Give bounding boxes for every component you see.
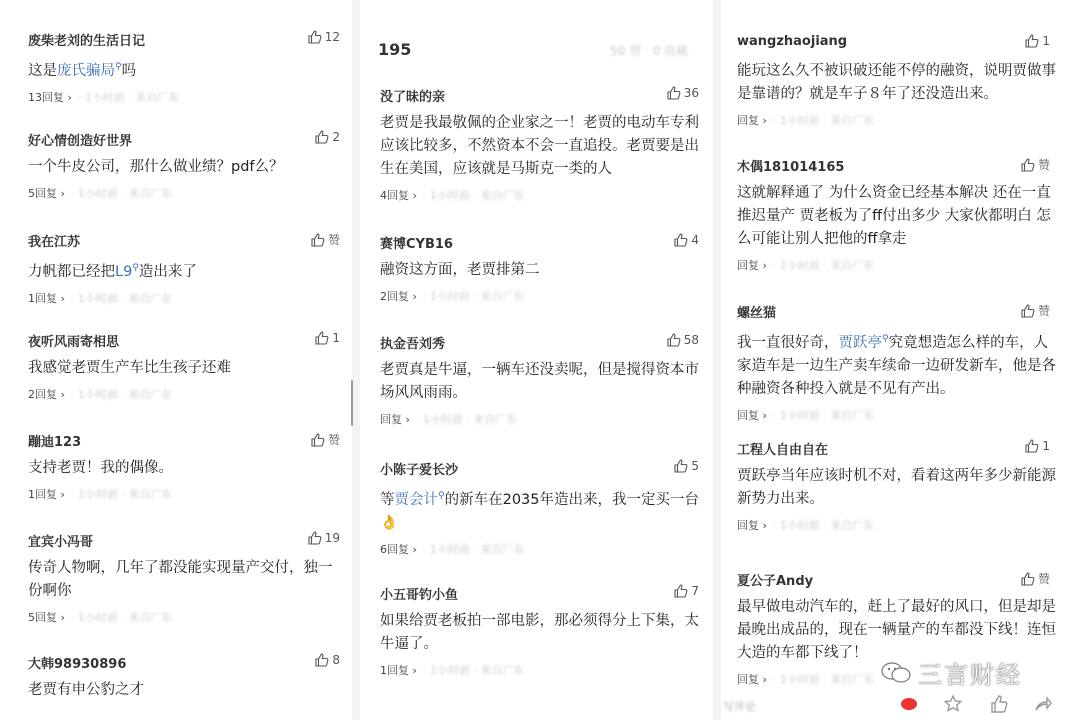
thumbs-up-glyph: [674, 459, 688, 473]
comment-header: [721, 34, 1080, 56]
thumbs-up-icon: [308, 30, 322, 44]
comment-text: [380, 112, 700, 181]
comment-text-segment: 老贾真是牛逼，一辆车还没卖呢，但是搅得资本市场风风雨雨。: [380, 362, 699, 401]
thumbs-up-icon: [1025, 34, 1039, 48]
comment-time-blurred: · 1小时前 · 来自广东: [70, 187, 173, 200]
comment-text-segment: 老贾是我最敬佩的企业家之一！老贾的电动车专利应该比较多，不然资本不会一直追投。老贾要是出生在美国，应该就是马斯克一类的人: [380, 115, 699, 177]
bottom-action-bar: [721, 690, 1080, 720]
like-button[interactable]: [1021, 570, 1050, 587]
thumbs-up-glyph: [311, 433, 325, 447]
thumbs-up-glyph: [1025, 439, 1039, 453]
reply-button[interactable]: 回复 ›: [737, 519, 767, 532]
reply-button[interactable]: 5回复 ›: [28, 187, 65, 200]
reply-button[interactable]: 2回复 ›: [380, 290, 417, 303]
comment-meta: [28, 386, 352, 402]
reply-button[interactable]: 1回复 ›: [28, 488, 65, 501]
like-button[interactable]: [667, 86, 699, 100]
thumbs-up-glyph: [674, 233, 688, 247]
reply-button[interactable]: 回复 ›: [737, 408, 767, 422]
reply-button[interactable]: 1回复 ›: [28, 291, 65, 305]
thumbs-up-icon: [311, 433, 325, 447]
reply-button[interactable]: 4回复 ›: [380, 189, 417, 202]
reply-button[interactable]: 回复 ›: [737, 673, 767, 686]
like-button[interactable]: [311, 231, 340, 248]
comment-text-segment: 造出来了: [138, 263, 197, 280]
comment-meta: [380, 662, 713, 678]
thumbs-up-icon: [1021, 304, 1035, 318]
comment-text-segment: 的新车在2035年造出来，我一定买一台👌: [380, 491, 699, 531]
search-icon: ⚲: [132, 263, 139, 273]
reply-button[interactable]: 6回复 ›: [380, 542, 417, 556]
like-button[interactable]: [1021, 156, 1050, 173]
like-count: 1: [1042, 439, 1050, 453]
comment-meta: [28, 185, 352, 201]
comment-text: [737, 182, 1059, 251]
thumbs-up-glyph: [308, 30, 322, 44]
comment-username[interactable]: 我在江苏: [28, 235, 81, 250]
panel-divider: [713, 0, 721, 720]
like-count: 12: [324, 30, 340, 44]
search-icon: ⚲: [438, 491, 445, 501]
like-count: 赞: [1037, 572, 1050, 586]
thumbs-up-glyph: [667, 333, 681, 347]
comment-meta: [28, 486, 352, 502]
comment-username[interactable]: 小五哥钓小鱼: [380, 588, 459, 603]
comment-header: [360, 86, 713, 108]
comment-time-blurred: · 1小时前 · 来自广东: [70, 291, 173, 305]
comment-text-segment: 支持老贾！我的偶像。: [28, 460, 173, 476]
reply-button[interactable]: 13回复 ›: [28, 90, 72, 104]
like-button[interactable]: [1021, 302, 1050, 319]
comment-header: [360, 333, 713, 355]
reply-button[interactable]: 回复 ›: [737, 259, 767, 272]
comment-text: [737, 328, 1059, 401]
scrollbar[interactable]: [351, 380, 353, 426]
comment-text-segment: 融资这方面，老贾排第二: [380, 262, 540, 278]
comment-header: [0, 653, 352, 675]
comment-username[interactable]: 执金吾刘秀: [380, 337, 446, 352]
comment-text-segment: 吗: [121, 62, 137, 79]
comment-username[interactable]: 工程人自由自在: [737, 443, 829, 458]
comment-meta: [28, 609, 352, 625]
comment-panel-right: [721, 0, 1080, 720]
thumbs-up-glyph: [1025, 34, 1039, 48]
comment-item: [0, 231, 352, 306]
comment-item: [0, 531, 352, 625]
comment-text-segment: 力帆都已经把: [28, 263, 115, 280]
comment-username[interactable]: 木偶181014165: [737, 160, 845, 175]
comment-username[interactable]: 螺丝猫: [737, 306, 777, 321]
thumbs-up-glyph: [315, 331, 329, 345]
watermark-text: 三言财经: [918, 661, 1022, 689]
comment-time-blurred: · 1小时前 · 来自广东: [422, 542, 525, 556]
like-button[interactable]: [308, 30, 340, 44]
reply-button[interactable]: 2回复 ›: [28, 388, 65, 401]
thumbs-up-glyph: [1021, 158, 1035, 172]
thumbs-up-icon: [311, 233, 325, 247]
comment-time-blurred: · 1小时前 · 来自广东: [772, 114, 875, 127]
thumbs-up-icon: [1021, 158, 1035, 172]
comment-text: [28, 56, 338, 83]
comment-time-blurred: · 1小时前 · 来自广东: [422, 290, 525, 303]
comment-meta: [737, 407, 1080, 423]
comment-item: [721, 439, 1080, 533]
thumbs-up-glyph: [315, 653, 329, 667]
comment-header: [721, 439, 1080, 461]
comment-header: [360, 584, 713, 606]
comment-time-blurred: · 1小时前 · 来自广东: [70, 488, 173, 501]
comment-text: [380, 610, 700, 656]
like-count: 赞: [327, 233, 340, 247]
thumbs-up-icon: [1025, 439, 1039, 453]
comment-item: [360, 333, 713, 427]
comment-text: [380, 485, 700, 535]
wechat-icon: [880, 660, 912, 686]
comment-header: [0, 431, 352, 453]
panel-divider: [352, 0, 360, 720]
thumbs-up-icon: [674, 459, 688, 473]
comment-item: [360, 584, 713, 678]
comment-text: [737, 465, 1059, 511]
topic-link[interactable]: 贾会计: [394, 491, 438, 508]
thumbs-up-icon: [315, 130, 329, 144]
comment-item: [360, 233, 713, 304]
like-button[interactable]: [667, 333, 699, 347]
comment-username[interactable]: 没了昧的亲: [380, 90, 446, 105]
like-button[interactable]: [1025, 34, 1050, 48]
comment-text: [380, 359, 700, 405]
comment-username[interactable]: 小陈子爱长沙: [380, 463, 459, 478]
comment-time-blurred: · 1小时前 · 来自广东: [772, 259, 875, 272]
comment-item: [0, 653, 352, 702]
comment-text-segment: 传奇人物啊，几年了都没能实现量产交付，独一份啊你: [28, 560, 333, 599]
comment-meta: [380, 541, 713, 557]
comment-item: [0, 130, 352, 201]
like-count: 4: [691, 233, 699, 247]
header-stats-blurred: 50 赞 · 0 收藏: [610, 44, 688, 58]
comment-text-segment: 究竟想造怎么样的车，人家造车是一边生产卖车续命一边研发新车，他是各种融资各种投入就是不见有产出。: [737, 334, 1056, 397]
thumbs-up-icon: [667, 333, 681, 347]
like-button[interactable]: [315, 130, 340, 144]
thumbs-up-icon: [674, 584, 688, 598]
like-count: 赞: [1037, 158, 1050, 172]
topic-link[interactable]: L9: [115, 263, 133, 280]
like-count: 36: [683, 86, 699, 100]
comment-meta: [737, 257, 1080, 273]
comment-text-segment: 能玩这么久不被识破还能不停的融资，说明贾做事是靠谱的？就是车子８年了还没造出来。: [737, 63, 1056, 102]
comment-text-segment: 我感觉老贾生产车比生孩子还难: [28, 360, 231, 376]
like-count: 赞: [327, 433, 340, 447]
comment-header: [721, 156, 1080, 178]
comment-username[interactable]: 蹦迪123: [28, 435, 82, 450]
comment-username[interactable]: 宜宾小冯哥: [28, 535, 94, 550]
topic-link[interactable]: 贾跃亭: [838, 334, 882, 351]
comment-text: [28, 156, 338, 179]
comment-meta: [28, 89, 352, 105]
comment-text: [28, 679, 338, 702]
comment-text: [28, 457, 338, 480]
thumbs-up-glyph: [311, 233, 325, 247]
thumbs-up-glyph: [674, 584, 688, 598]
comment-item: [721, 302, 1080, 423]
thumbs-up-icon[interactable]: [989, 694, 1009, 714]
like-button[interactable]: [315, 653, 340, 667]
share-icon[interactable]: [1033, 694, 1053, 714]
search-icon: ⚲: [882, 334, 889, 344]
comment-time-blurred: · 1小时前 · 来自广东: [422, 664, 525, 677]
comment-header: [0, 231, 352, 253]
comment-header: [721, 570, 1080, 592]
thumbs-up-icon: [1021, 572, 1035, 586]
like-count: 2: [332, 130, 340, 144]
comment-username[interactable]: wangzhaojiang: [737, 34, 848, 49]
like-count: 19: [324, 531, 340, 545]
like-button[interactable]: [1025, 439, 1050, 453]
like-count: 8: [332, 653, 340, 667]
comment-panel-left: [0, 0, 352, 720]
thumbs-up-glyph: [667, 86, 681, 100]
comment-username[interactable]: 大韩98930896: [28, 657, 127, 672]
reply-button[interactable]: 1回复 ›: [380, 664, 417, 677]
comment-time-blurred: · 1小时前 · 来自广东: [772, 408, 875, 422]
comment-text-segment: 贾跃亭当年应该时机不对，看着这两年多少新能源新势力出来。: [737, 468, 1056, 507]
comment-text: [28, 257, 338, 284]
like-button[interactable]: [674, 584, 699, 598]
comment-meta: [380, 288, 713, 304]
reply-button[interactable]: 5回复 ›: [28, 611, 65, 624]
comment-header: [0, 331, 352, 353]
thumbs-up-glyph: [1021, 304, 1035, 318]
comment-header: [0, 30, 352, 52]
like-button[interactable]: [674, 233, 699, 247]
like-count: 7: [691, 584, 699, 598]
like-button[interactable]: [315, 331, 340, 345]
like-count: 1: [332, 331, 340, 345]
comment-item: [360, 459, 713, 557]
comment-text: [380, 259, 700, 282]
comment-panel-middle: [360, 0, 713, 720]
like-button[interactable]: [308, 531, 340, 545]
comment-time-blurred: · 1小时前 · 来自广东: [70, 611, 173, 624]
comment-time-blurred: · 1小时前 · 来自广东: [422, 189, 525, 202]
star-icon[interactable]: [943, 694, 963, 714]
reply-button[interactable]: 回复 ›: [380, 413, 410, 426]
like-button[interactable]: [311, 431, 340, 448]
comment-item: [0, 431, 352, 502]
comment-header: [0, 130, 352, 152]
comment-text-segment: 等: [380, 491, 395, 508]
thumbs-up-glyph: [1021, 572, 1035, 586]
comment-time-blurred: · 1小时前 · 来自广东: [772, 673, 875, 686]
comment-header: [360, 459, 713, 481]
comment-meta: [28, 290, 352, 306]
comment-text-segment: 老贾有申公豹之才: [28, 682, 144, 698]
comment-text: [28, 357, 338, 380]
comment-meta: [737, 517, 1080, 533]
comment-time-blurred: · 1小时前 · 来自广东: [70, 388, 173, 401]
comment-icon[interactable]: [899, 694, 919, 714]
topic-link[interactable]: 庞氏骗局: [57, 62, 115, 79]
comment-item: [0, 331, 352, 402]
write-comment-hint[interactable]: 写评论: [723, 700, 756, 713]
thumbs-up-glyph: [308, 531, 322, 545]
comment-item: [721, 156, 1080, 273]
comment-text-segment: 这就解释通了 为什么资金已经基本解决 还在一直推迟量产 贾老板为了ff付出多少 大家伙都明白 怎么可能让别人把他的ff拿走: [737, 185, 1051, 247]
thumbs-up-icon: [674, 233, 688, 247]
comment-header: [721, 302, 1080, 324]
comment-username[interactable]: 好心情创造好世界: [28, 134, 133, 149]
comment-item: [360, 86, 713, 203]
comment-username[interactable]: 夜听风雨寄相思: [28, 335, 120, 350]
thumbs-up-icon: [308, 531, 322, 545]
like-count: 1: [1042, 34, 1050, 48]
comment-meta: [380, 187, 713, 203]
comment-text-segment: 我一直很好奇，: [737, 334, 839, 351]
like-count: 5: [691, 459, 699, 473]
watermark: [880, 655, 1022, 690]
comment-username[interactable]: 夏公子Andy: [737, 574, 814, 589]
comment-header: [0, 531, 352, 553]
comment-text: [737, 60, 1059, 106]
comment-text-segment: 这是: [28, 62, 57, 79]
comment-header: [360, 233, 713, 255]
thumbs-up-glyph: [315, 130, 329, 144]
like-count: 58: [683, 333, 699, 347]
comment-username[interactable]: 废柴老刘的生活日记: [28, 34, 146, 49]
comment-time-blurred: · 1小时前 · 来自广东: [772, 519, 875, 532]
thumbs-up-icon: [667, 86, 681, 100]
thumbs-up-icon: [315, 331, 329, 345]
thumbs-up-icon: [315, 653, 329, 667]
like-button[interactable]: [674, 459, 699, 473]
search-icon: ⚲: [115, 62, 122, 72]
comment-meta: [737, 112, 1080, 128]
comment-count: 195: [378, 40, 412, 59]
comment-item: [0, 30, 352, 105]
comment-text-segment: 最早做电动汽车的，赶上了最好的风口，但是却是最晚出成品的，现在一辆量产的车都没下线！连恒大造的车都下线了！: [737, 599, 1056, 661]
comment-username[interactable]: 赛博CYB16: [380, 237, 453, 252]
comment-item: [721, 34, 1080, 128]
comment-text: [28, 557, 338, 603]
comment-time-blurred: · 1小时前 · 来自广东: [415, 413, 518, 426]
comment-time-blurred: · 1小时前 · 来自广东: [77, 90, 180, 104]
comment-text-segment: 如果给贾老板拍一部电影，那必须得分上下集，太牛逼了。: [380, 613, 699, 652]
comment-meta: [380, 411, 713, 427]
reply-button[interactable]: 回复 ›: [737, 114, 767, 127]
comment-text-segment: 一个牛皮公司，那什么做业绩？pdf么？: [28, 159, 284, 175]
like-count: 赞: [1037, 304, 1050, 318]
